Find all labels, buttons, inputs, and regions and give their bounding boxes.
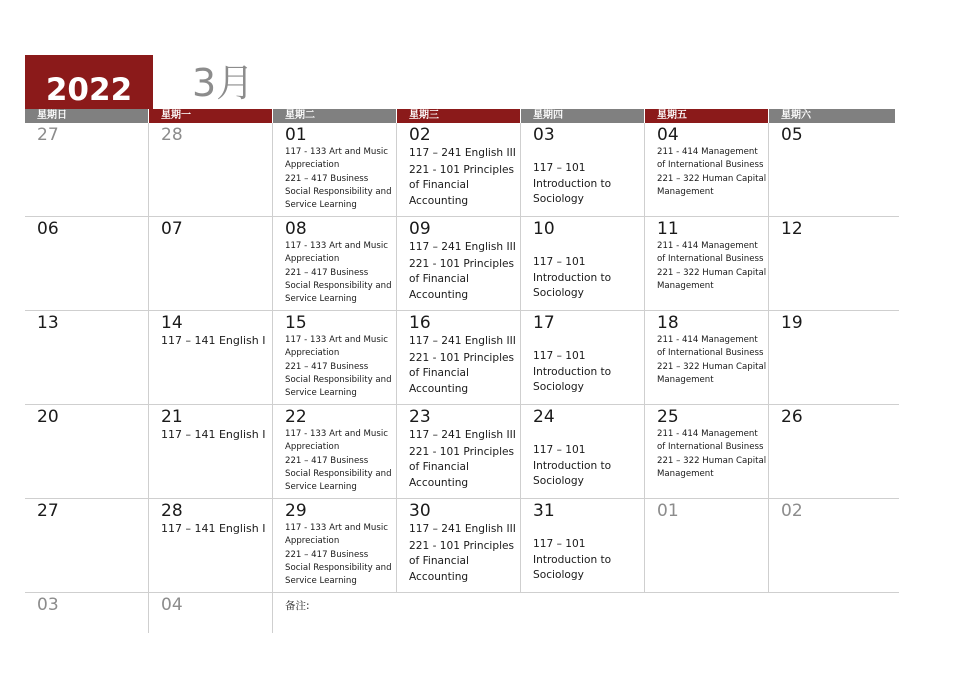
day-cell[interactable]	[397, 123, 521, 216]
day-number: 28	[161, 125, 183, 145]
course-entry: 221 – 322 Human Capital Management	[657, 362, 767, 385]
course-entry: 117 – 101 Introduction to Sociology	[533, 350, 612, 394]
day-number: 24	[533, 407, 555, 427]
day-number: 14	[161, 313, 183, 333]
day-number: 31	[533, 501, 555, 521]
day-cell[interactable]	[149, 499, 273, 592]
day-number: 10	[533, 219, 555, 239]
week-row	[25, 217, 899, 311]
day-number: 28	[161, 501, 183, 521]
course-entry: 221 - 101 Principles of Financial Accounting	[409, 445, 515, 489]
day-number: 22	[285, 407, 307, 427]
course-entry: 117 – 101 Introduction to Sociology	[533, 162, 612, 206]
day-number: 03	[37, 595, 59, 615]
day-number: 01	[657, 501, 679, 521]
course-entry: 221 - 101 Principles of Financial Accounting	[409, 163, 515, 207]
course-entry: 211 - 414 Management of International Business	[657, 241, 764, 264]
day-number: 30	[409, 501, 431, 521]
week-row	[25, 311, 899, 405]
day-number: 16	[409, 313, 431, 333]
day-number: 15	[285, 313, 307, 333]
day-number: 23	[409, 407, 431, 427]
course-entry: 221 – 322 Human Capital Management	[657, 174, 767, 197]
weekday-sat: 星期六	[769, 109, 895, 123]
day-number: 08	[285, 219, 307, 239]
day-number: 03	[533, 125, 555, 145]
day-cell[interactable]	[769, 405, 895, 498]
day-cell[interactable]	[25, 123, 149, 216]
day-number: 06	[37, 219, 59, 239]
day-cell[interactable]	[149, 593, 273, 633]
day-number: 26	[781, 407, 803, 427]
course-entry: 117 – 101 Introduction to Sociology	[533, 538, 612, 582]
day-number: 13	[37, 313, 59, 333]
day-number: 29	[285, 501, 307, 521]
day-number: 27	[37, 125, 59, 145]
day-number: 05	[781, 125, 803, 145]
day-cell[interactable]	[25, 593, 149, 633]
course-entry: 117 - 133 Art and Music Appreciation	[285, 523, 388, 546]
day-cell[interactable]	[149, 217, 273, 310]
day-number: 07	[161, 219, 183, 239]
day-cell[interactable]	[273, 499, 397, 592]
course-entry: 117 – 141 English I	[161, 522, 266, 535]
day-cell[interactable]	[397, 499, 521, 592]
year-label: 2022	[25, 55, 153, 109]
weekday-thu: 星期四	[521, 109, 645, 123]
course-entry: 211 - 414 Management of International Business	[657, 147, 764, 170]
day-number: 04	[161, 595, 183, 615]
week-row	[25, 123, 899, 217]
day-cell[interactable]	[645, 217, 769, 310]
course-entry: 211 - 414 Management of International Business	[657, 429, 764, 452]
course-entry: 117 – 101 Introduction to Sociology	[533, 444, 612, 488]
day-cell[interactable]	[397, 217, 521, 310]
weekday-header	[25, 109, 899, 123]
week-row	[25, 499, 899, 593]
notes-area[interactable]	[273, 593, 895, 633]
day-number: 20	[37, 407, 59, 427]
day-cell[interactable]	[521, 123, 645, 216]
day-number: 18	[657, 313, 679, 333]
course-entry: 221 – 417 Business Social Responsibility and Service Learning	[285, 174, 392, 210]
day-number: 09	[409, 219, 431, 239]
course-entry: 211 - 414 Management of International Business	[657, 335, 764, 358]
course-entry: 117 – 241 English III	[409, 429, 516, 441]
day-number: 02	[781, 501, 803, 521]
day-number: 04	[657, 125, 679, 145]
day-cell[interactable]	[273, 311, 397, 404]
course-entry: 117 – 241 English III	[409, 241, 516, 253]
course-entry: 221 - 101 Principles of Financial Accounting	[409, 351, 515, 395]
day-number: 19	[781, 313, 803, 333]
day-cell[interactable]	[397, 405, 521, 498]
course-entry: 117 – 141 English I	[161, 334, 266, 347]
day-cell[interactable]	[645, 123, 769, 216]
day-cell[interactable]	[521, 311, 645, 404]
course-entry: 221 – 417 Business Social Responsibility and Service Learning	[285, 456, 392, 492]
day-cell[interactable]	[769, 217, 895, 310]
day-number: 02	[409, 125, 431, 145]
day-number: 11	[657, 219, 679, 239]
course-entry: 117 – 141 English I	[161, 428, 266, 441]
day-cell[interactable]	[25, 499, 149, 592]
course-entry: 221 – 322 Human Capital Management	[657, 456, 767, 479]
day-cell[interactable]	[273, 405, 397, 498]
course-entry: 221 – 322 Human Capital Management	[657, 268, 767, 291]
course-entry: 117 – 241 English III	[409, 523, 516, 535]
day-number: 27	[37, 501, 59, 521]
day-cell[interactable]	[769, 123, 895, 216]
day-number: 25	[657, 407, 679, 427]
day-cell[interactable]	[397, 311, 521, 404]
week-row	[25, 405, 899, 499]
course-entry: 117 – 101 Introduction to Sociology	[533, 256, 612, 300]
course-entry: 221 - 101 Principles of Financial Accounting	[409, 257, 515, 301]
weekday-wed: 星期三	[397, 109, 521, 123]
course-entry: 117 - 133 Art and Music Appreciation	[285, 335, 388, 358]
weekday-fri: 星期五	[645, 109, 769, 123]
course-entry: 117 - 133 Art and Music Appreciation	[285, 429, 388, 452]
day-cell[interactable]	[645, 405, 769, 498]
day-cell[interactable]	[149, 123, 273, 216]
month-title: 3月	[192, 61, 255, 105]
day-cell[interactable]	[521, 499, 645, 592]
calendar-grid	[25, 109, 899, 633]
day-cell[interactable]	[521, 217, 645, 310]
course-entry: 221 – 417 Business Social Responsibility and Service Learning	[285, 268, 392, 304]
weekday-mon: 星期一	[149, 109, 273, 123]
course-entry: 221 – 417 Business Social Responsibility and Service Learning	[285, 362, 392, 398]
course-entry: 221 – 417 Business Social Responsibility and Service Learning	[285, 550, 392, 586]
day-cell[interactable]	[645, 311, 769, 404]
day-number: 01	[285, 125, 307, 145]
day-number: 12	[781, 219, 803, 239]
notes-label: 备注:	[285, 600, 310, 612]
day-cell[interactable]	[25, 311, 149, 404]
day-cell[interactable]	[273, 123, 397, 216]
course-entry: 117 – 241 English III	[409, 335, 516, 347]
day-cell[interactable]	[769, 499, 895, 592]
course-entry: 221 - 101 Principles of Financial Accounting	[409, 539, 515, 583]
day-cell[interactable]	[149, 405, 273, 498]
day-cell[interactable]	[149, 311, 273, 404]
weekday-tue: 星期二	[273, 109, 397, 123]
course-entry: 117 – 241 English III	[409, 147, 516, 159]
weekday-sun: 星期日	[25, 109, 149, 123]
day-cell[interactable]	[521, 405, 645, 498]
day-cell[interactable]	[273, 217, 397, 310]
day-cell[interactable]	[25, 217, 149, 310]
day-cell[interactable]	[25, 405, 149, 498]
week-row	[25, 593, 899, 633]
course-entry: 117 - 133 Art and Music Appreciation	[285, 241, 388, 264]
day-number: 21	[161, 407, 183, 427]
day-cell[interactable]	[645, 499, 769, 592]
course-entry: 117 - 133 Art and Music Appreciation	[285, 147, 388, 170]
day-cell[interactable]	[769, 311, 895, 404]
day-number: 17	[533, 313, 555, 333]
